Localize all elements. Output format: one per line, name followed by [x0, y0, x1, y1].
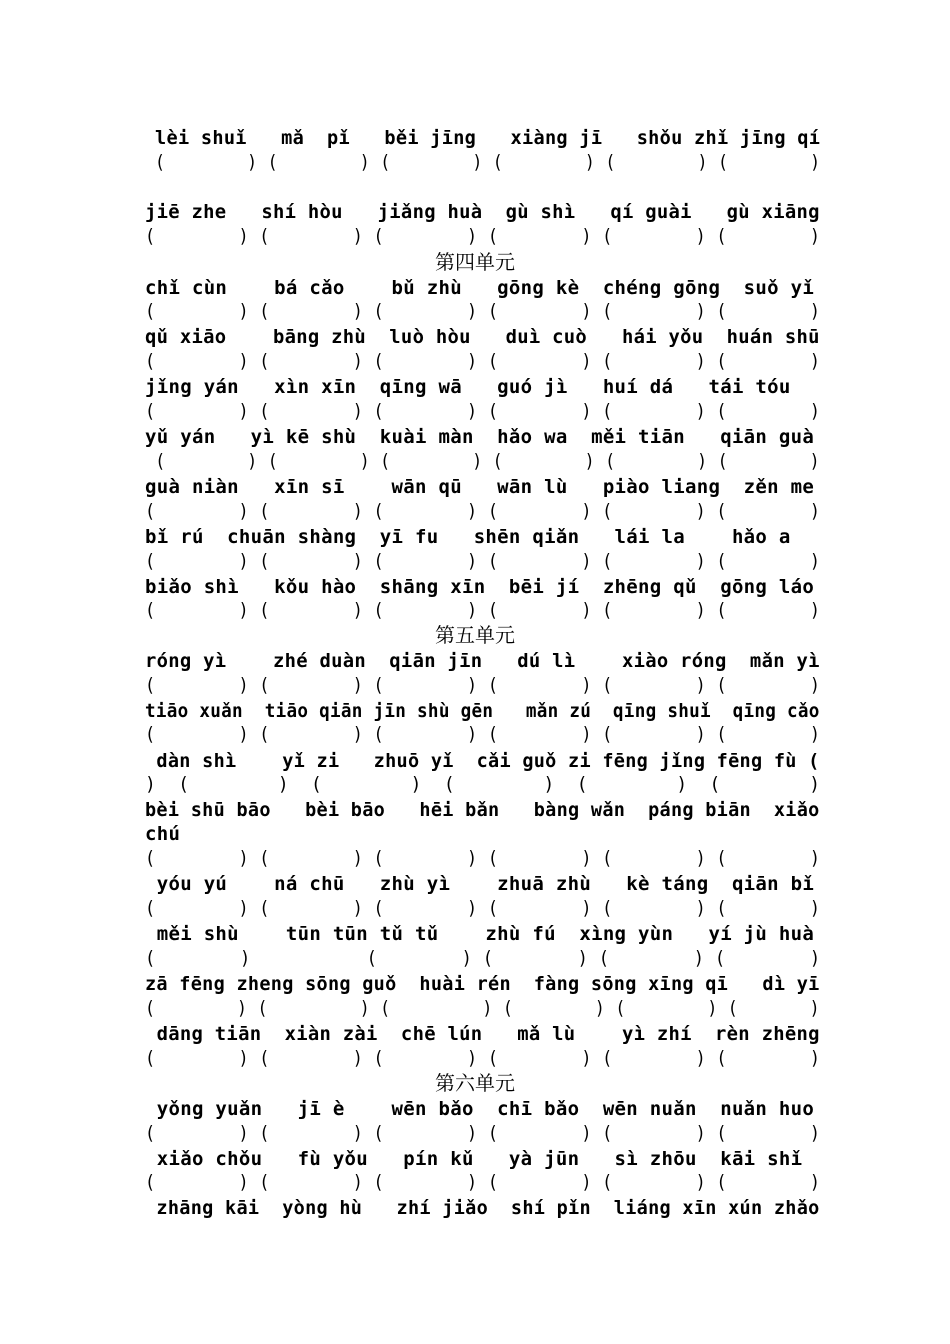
answer-blanks-row: ( ) ( ) ( ) ( ) ( ) ( ): [145, 350, 821, 372]
pinyin-row: měi shù tūn tūn tǔ tǔ zhù fú xìng yùn yí jù huà: [145, 923, 815, 945]
answer-blanks-row: ( ) ( ) ( ) ( ) ( ) ( ): [155, 151, 821, 173]
pinyin-row: tiāo xuǎn tiāo qiān jīn shù gēn mǎn zú qīng shuǐ qīng cǎo: [145, 700, 820, 722]
answer-blanks-row: ( ) ( ) ( ) ( ) ( ) ( ): [145, 897, 821, 919]
unit-heading: 第五单元: [435, 623, 515, 647]
answer-blanks-row: ) ( ) ( ) ( ) ( ) ( ): [145, 773, 821, 795]
pinyin-row: biǎo shì kǒu hào shāng xīn bēi jí zhēng qǔ gōng láo: [145, 576, 815, 598]
pinyin-row: guà niàn xīn sī wān qū wān lù piào liang zěn me: [145, 476, 815, 498]
unit-heading: 第六单元: [435, 1071, 515, 1095]
pinyin-row: lèi shuǐ mǎ pǐ běi jīng xiàng jī shǒu zhǐ jīng qí: [155, 127, 821, 149]
pinyin-row: zhāng kāi yòng hù zhí jiǎo shí pǐn liáng xīn xún zhǎo: [145, 1197, 820, 1219]
unit-heading: 第四单元: [435, 250, 515, 274]
pinyin-row: yǒng yuǎn jī è wēn bǎo chī bǎo wēn nuǎn nuǎn huo: [145, 1098, 815, 1120]
answer-blanks-row: ( ) ( ) ( ) ( ) ( ) ( ): [145, 847, 821, 869]
answer-blanks-row: ( ) ( ) ( ) ( ) ( ) ( ): [145, 1047, 821, 1069]
pinyin-row: róng yì zhé duàn qiān jīn dú lì xiào róng mǎn yì: [145, 650, 820, 672]
pinyin-row: yóu yú ná chū zhù yì zhuā zhù kè táng qiān bǐ: [145, 873, 815, 895]
answer-blanks-row: ( ) ( ) ( ) ( ) ( ): [145, 947, 821, 969]
answer-blanks-row: ( ) ( ) ( ) ( ) ( ) ( ): [145, 550, 821, 572]
answer-blanks-row: ( ) ( ) ( ) ( ) ( ) ( ): [145, 300, 821, 322]
answer-blanks-row: ( ) ( ) ( ) ( ) ( ) ( ): [145, 450, 820, 472]
pinyin-row: chǐ cùn bá cǎo bǔ zhù gōng kè chéng gōng suǒ yǐ: [145, 277, 815, 299]
answer-blanks-row: ( ) ( ) ( ) ( ) ( ) ( ): [145, 599, 821, 621]
pinyin-row: bǐ rú chuān shàng yī fu shēn qiǎn lái la hǎo a: [145, 526, 791, 548]
answer-blanks-row: ( ) ( ) ( ) ( ) ( ) ( ): [145, 225, 821, 247]
pinyin-row: dàn shì yǐ zi zhuō yǐ cǎi guǒ zi fēng jǐng fēng fù (: [145, 750, 820, 772]
answer-blanks-row: ( ) ( ) ( ) ( ) ( ) ( ): [145, 1171, 821, 1193]
pinyin-row: dāng tiān xiàn zài chē lún mǎ lù yì zhí rèn zhēng: [145, 1023, 820, 1045]
pinyin-row: yǔ yán yì kē shù kuài màn hǎo wa měi tiān qiān guà: [145, 426, 815, 448]
answer-blanks-row: ( ) ( ) ( ) ( ) ( ) ( ): [145, 1122, 821, 1144]
pinyin-row: zā fēng zheng sōng guǒ huài rén fàng sōng xīng qī dì yī: [145, 973, 820, 995]
answer-blanks-row: ( ) ( ) ( ) ( ) ( ) ( ): [145, 400, 821, 422]
pinyin-row: jiē zhe shí hòu jiǎng huà gù shì qí guài gù xiāng: [145, 201, 820, 223]
pinyin-row-wrap: chú: [145, 823, 181, 845]
pinyin-row: xiǎo chǒu fù yǒu pín kǔ yà jūn sì zhōu kāi shǐ: [145, 1148, 803, 1170]
answer-blanks-row: ( ) ( ) ( ) ( ) ( ) ( ): [145, 674, 821, 696]
answer-blanks-row: ( ) ( ) ( ) ( ) ( ) ( ): [145, 723, 821, 745]
pinyin-row: bèi shū bāo bèi bāo hēi bǎn bàng wǎn páng biān xiǎo: [145, 799, 820, 821]
answer-blanks-row: ( ) ( ) ( ) ( ) ( ) ( ): [145, 500, 821, 522]
pinyin-row: jǐng yán xìn xīn qīng wā guó jì huí dá tái tóu: [145, 376, 791, 398]
pinyin-row: qǔ xiāo bāng zhù luò hòu duì cuò hái yǒu huán shū: [145, 326, 820, 348]
answer-blanks-row: ( ) ( ) ( ) ( ) ( ) ( ): [145, 997, 820, 1019]
